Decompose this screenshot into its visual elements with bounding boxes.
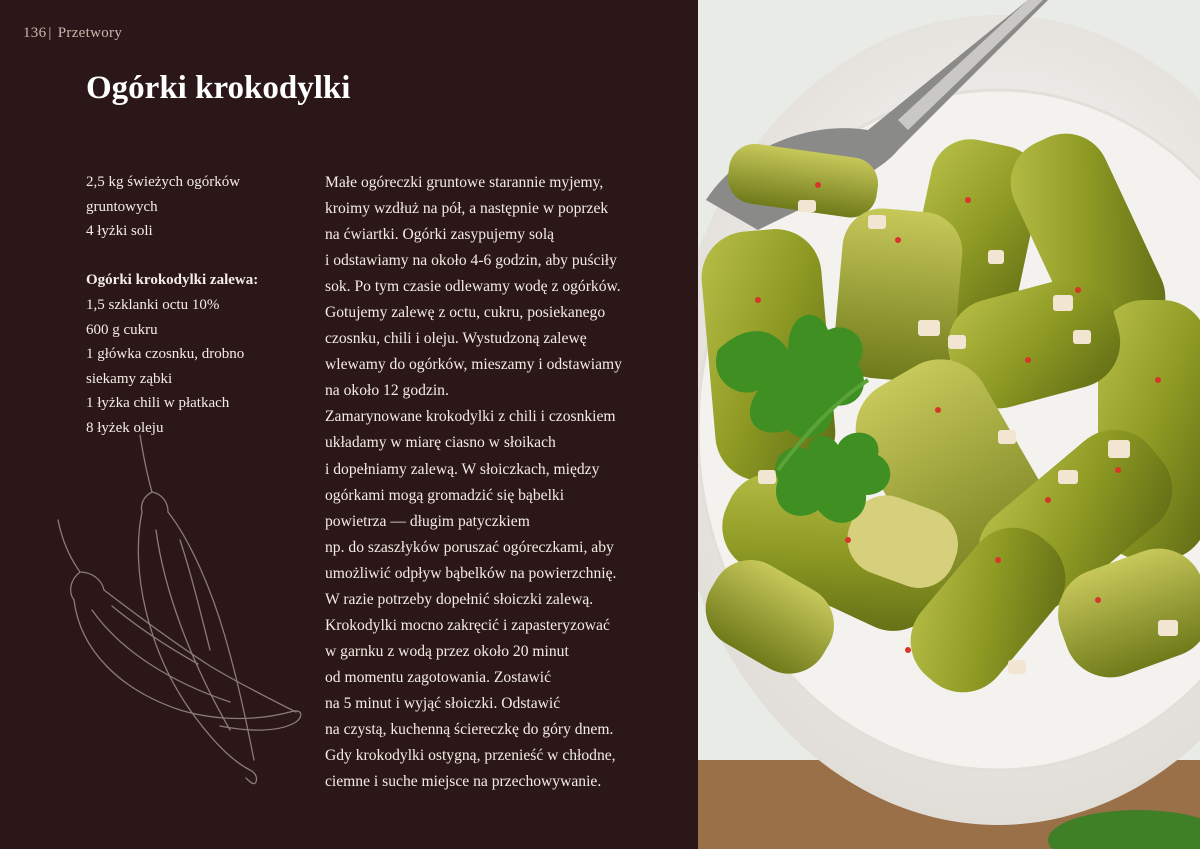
instruction-line: na ćwiartki. Ogórki zasypujemy solą xyxy=(325,226,555,244)
ingredient-item: 2,5 kg świeżych ogórków xyxy=(86,174,241,190)
instruction-line: W razie potrzeby dopełnić słoiczki zalewą. xyxy=(325,590,594,608)
ingredients-list xyxy=(86,170,296,441)
instruction-line: i odstawiamy na około 4-6 godzin, aby puściły xyxy=(325,252,617,270)
marinade-item: siekamy ząbki xyxy=(86,370,173,387)
instruction-line: powietrza — długim patyczkiem xyxy=(325,512,530,530)
instruction-line: na 5 minut i wyjąć słoiczki. Odstawić xyxy=(325,694,561,712)
page-number: 136 xyxy=(23,25,47,41)
instruction-line: umożliwić odpływ bąbelków na powierzchnię. xyxy=(325,564,617,582)
instruction-line: od momentu zagotowania. Zostawić xyxy=(325,668,552,686)
instruction-line: czosnku, chili i oleju. Wystudzoną zalewę xyxy=(325,330,587,348)
ingredient-item: gruntowych xyxy=(86,198,158,215)
instruction-line: na około 12 godzin. xyxy=(325,382,449,400)
instruction-line: i dopełniamy zalewą. W słoiczkach, między xyxy=(325,460,600,478)
instruction-line: ogórkami mogą gromadzić się bąbelki xyxy=(325,486,565,504)
section-name: Przetwory xyxy=(57,25,123,41)
header-separator: | xyxy=(48,25,52,41)
marinade-item: 1 główka czosnku, drobno xyxy=(86,346,245,363)
instruction-line: ciemne i suche miejsce na przechowywanie. xyxy=(325,773,602,791)
instruction-line: wlewamy do ogórków, mieszamy i odstawiamy xyxy=(325,356,622,374)
instruction-line: Gotujemy zalewę z octu, cukru, posiekanego xyxy=(325,304,606,322)
marinade-item: 600 g cukru xyxy=(86,321,158,338)
marinade-heading: Ogórki krokodylki zalewa: xyxy=(86,272,259,289)
instruction-line: kroimy wzdłuż na pół, a następnie w poprzek xyxy=(325,200,609,218)
instruction-line: w garnku z wodą przez około 20 minut xyxy=(325,642,569,660)
instruction-line: Małe ogóreczki gruntowe starannie myjemy, xyxy=(325,174,604,191)
spacer xyxy=(86,244,296,269)
instruction-line: Zamarynowane krokodylki z chili i czosnkiem xyxy=(325,408,616,426)
photo-panel xyxy=(698,0,1200,849)
instruction-line: Gdy krokodylki ostygną, przenieść w chłodne, xyxy=(325,747,616,765)
marinade-item: 1 łyżka chili w płatkach xyxy=(86,395,230,412)
marinade-item: 1,5 szklanki octu 10% xyxy=(86,296,220,313)
instruction-line: Krokodylki mocno zakręcić i zapasteryzować xyxy=(325,616,610,634)
instruction-line: np. do szaszłyków poruszać ogóreczkami, aby xyxy=(325,538,614,556)
marinade-item: 8 łyżek oleju xyxy=(86,419,164,436)
instruction-line: układamy w miarę ciasno w słoikach xyxy=(325,434,556,452)
instruction-line: na czystą, kuchenną ściereczkę do góry dnem. xyxy=(325,720,614,738)
instructions-text xyxy=(325,170,685,795)
ingredient-item: 4 łyżki soli xyxy=(86,223,153,240)
pickled-cucumbers-bowl-photo xyxy=(698,0,1200,849)
chili-peppers-sketch-icon xyxy=(40,420,320,800)
recipe-title: Ogórki krokodylki xyxy=(86,70,351,106)
instruction-line: sok. Po tym czasie odlewamy wodę z ogórków. xyxy=(325,278,621,296)
running-header xyxy=(23,25,122,42)
